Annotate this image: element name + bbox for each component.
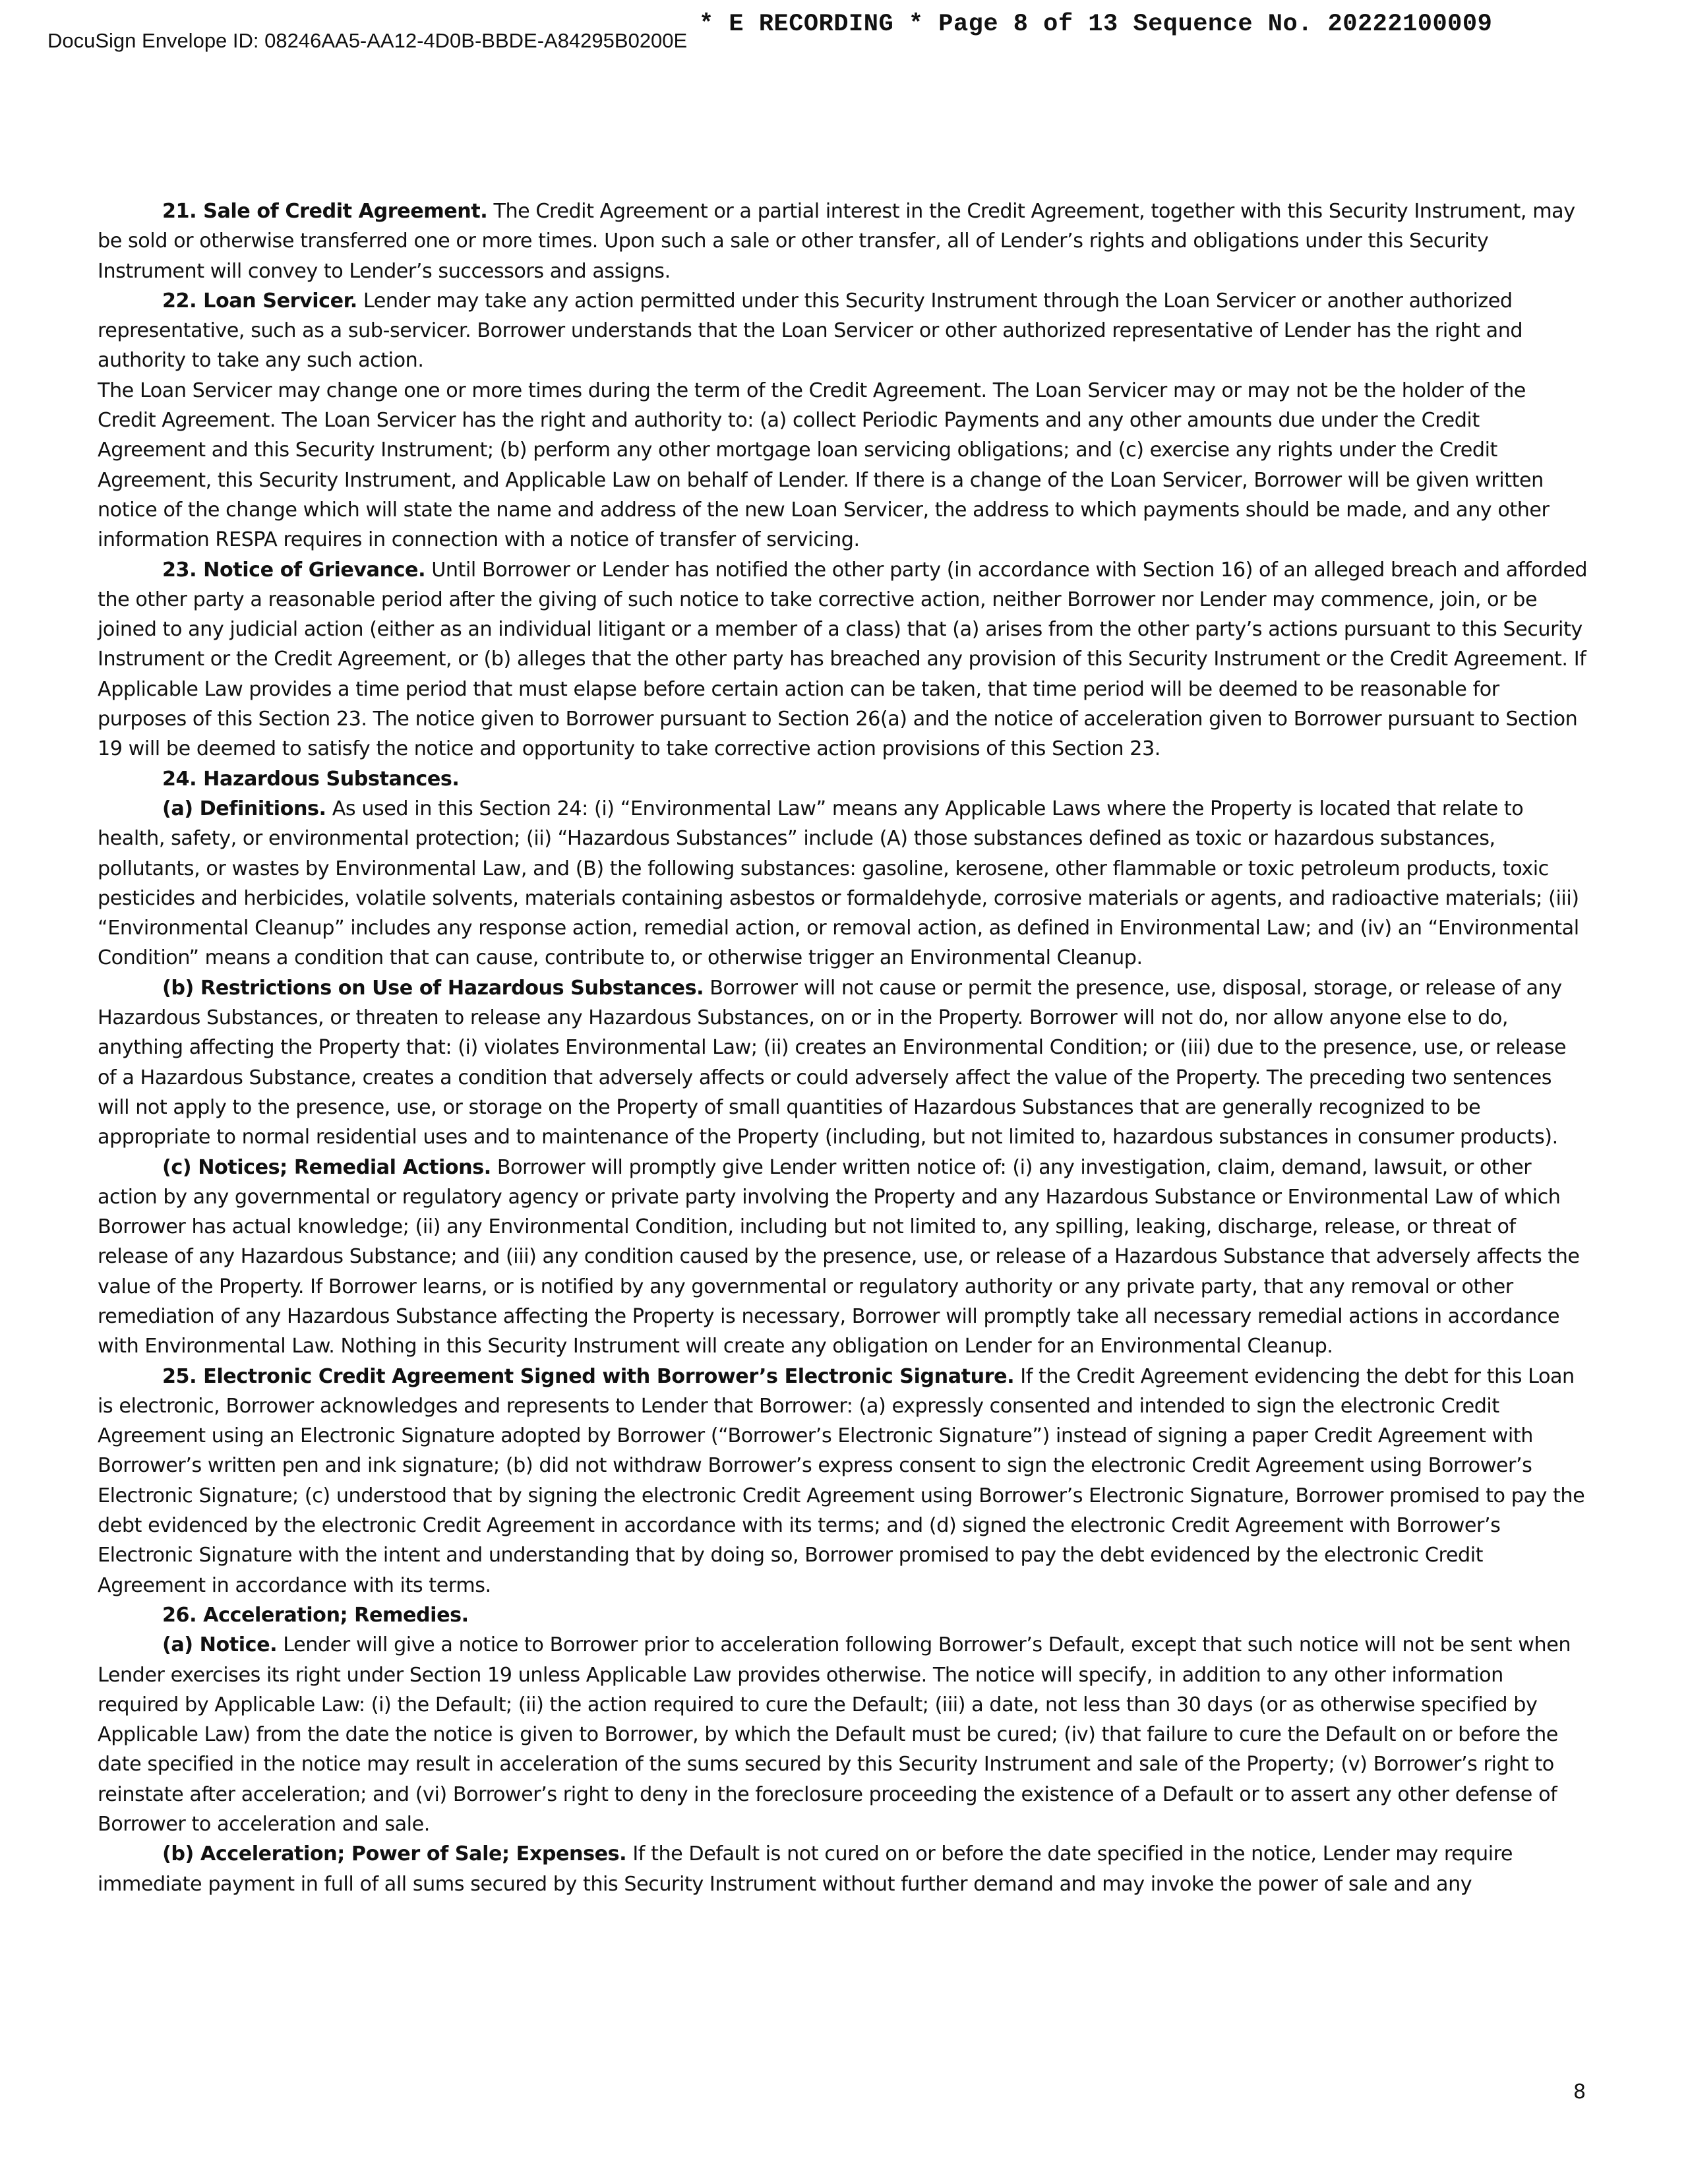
section-21 (98, 197, 1589, 286)
section-heading: (a) Definitions. (162, 797, 326, 820)
section-heading: 21. Sale of Credit Agreement. (162, 200, 488, 223)
section-24 (98, 764, 1589, 794)
section-text: The Loan Servicer may change one or more times during the term of the Credit Agreement. The Loan Servicer may or may not be the holder of the Credit Agreement. The Loan Servicer has the right and authority to: (a) collect Periodic Payments and any other amounts due under the Credit Agreement and this Security Instrument; (b) perform any other mortgage loan servicing obligations; and (c) exercise any rights under the Credit Agreement, this Security Instrument, and Applicable Law on behalf of Lender. If there is a change of the Loan Servicer, Borrower will be given written notice of the change which will state the name and address of the new Loan Servicer, the address to which payments should be made, and any other information RESPA requires in connection with a notice of transfer of servicing. (98, 379, 1550, 552)
section-heading: 22. Loan Servicer. (162, 289, 357, 313)
section-heading: (b) Restrictions on Use of Hazardous Substances. (162, 976, 704, 1000)
section-heading: (c) Notices; Remedial Actions. (162, 1155, 491, 1179)
section-heading: (a) Notice. (162, 1633, 278, 1657)
section-heading: 25. Electronic Credit Agreement Signed with Borrower’s Electronic Signature. (162, 1364, 1015, 1388)
section-24a (98, 794, 1589, 973)
section-24c (98, 1153, 1589, 1362)
section-heading: 23. Notice of Grievance. (162, 558, 426, 582)
section-text: The Credit Agreement or a partial interest in the Credit Agreement, together with this Security Instrument, may be sold or otherwise transferred one or more times. Upon such a sale or other transfer, all of Lender’s rights and obligations under this Security Instrument will convey to Lender’s successors and assigns. (98, 200, 1575, 283)
envelope-id: DocuSign Envelope ID: 08246AA5-AA12-4D0B-BBDE-A84295B0200E (47, 29, 688, 52)
section-24b (98, 973, 1589, 1153)
section-text: If the Credit Agreement evidencing the debt for this Loan is electronic, Borrower acknowledges and represents to Lender that Borrower: (a) expressly consented and intended to sign the electronic Credit Agreement using an Electronic Signature adopted by Borrower (“Borrower’s Electronic Signature”) instead of signing a paper Credit Agreement with Borrower’s written pen and ink signature; (b) did not withdraw Borrower’s express consent to sign the electronic Credit Agreement using Borrower’s Electronic Signature; (c) understood that by signing the electronic Credit Agreement using Borrower’s Electronic Signature, Borrower promised to pay the debt evidenced by the electronic Credit Agreement in accordance with its terms; and (d) signed the electronic Credit Agreement with Borrower’s Electronic Signature with the intent and understanding that by doing so, Borrower promised to pay the debt evidenced by the electronic Credit Agreement in accordance with its terms. (98, 1364, 1585, 1597)
section-26a (98, 1630, 1589, 1839)
section-text: If the Default is not cured on or before the date specified in the notice, Lender may require immediate payment in full of all sums secured by this Security Instrument without further demand and may invoke the power of sale and any (98, 1842, 1513, 1896)
section-heading: (b) Acceleration; Power of Sale; Expenses. (162, 1842, 627, 1866)
document-body (98, 197, 1589, 1899)
page-number: 8 (1573, 2080, 1586, 2104)
section-23 (98, 555, 1589, 764)
section-26b (98, 1839, 1589, 1899)
section-26 (98, 1600, 1589, 1630)
section-heading: 24. Hazardous Substances. (162, 767, 460, 791)
section-22 (98, 286, 1589, 376)
section-text: Lender may take any action permitted under this Security Instrument through the Loan Servicer or another authorized representative, such as a sub-servicer. Borrower understands that the Loan Servicer or other authorized representative of Lender has the right and authority to take any such action. (98, 289, 1523, 373)
section-text: Borrower will promptly give Lender written notice of: (i) any investigation, claim, demand, lawsuit, or other action by any governmental or regulatory agency or private party involving the Property and any Hazardous Substance or Environmental Law of which Borrower has actual knowledge; (ii) any Environmental Condition, including but not limited to, any spilling, leaking, discharge, release, or threat of release of any Hazardous Substance; and (iii) any condition caused by the presence, use, or release of a Hazardous Substance that adversely affects the value of the Property. If Borrower learns, or is notified by any governmental or regulatory authority or any private party, that any removal or other remediation of any Hazardous Substance affecting the Property is necessary, Borrower will promptly take all necessary remedial actions in accordance with Environmental Law. Nothing in this Security Instrument will create any obligation on Lender for an Environmental Cleanup. (98, 1155, 1580, 1358)
section-25 (98, 1362, 1589, 1600)
recording-stamp: * E RECORDING * Page 8 of 13 Sequence No. 20222100009 (699, 11, 1493, 38)
section-text: Borrower will not cause or permit the presence, use, disposal, storage, or release of any Hazardous Substances, or threaten to release any Hazardous Substances, on or in the Property. Borrower will not do, nor allow anyone else to do, anything affecting the Property that: (i) violates Environmental Law; (ii) creates an Environmental Condition; or (iii) due to the presence, use, or release of a Hazardous Substance, creates a condition that adversely affects or could adversely affect the value of the Property. The preceding two sentences will not apply to the presence, use, or storage on the Property of small quantities of Hazardous Substances that are generally recognized to be appropriate to normal residential uses and to maintenance of the Property (including, but not limited to, hazardous substances in consumer products). (98, 976, 1567, 1149)
section-text: As used in this Section 24: (i) “Environmental Law” means any Applicable Laws where the Property is located that relate to health, safety, or environmental protection; (ii) “Hazardous Substances” include (A) those substances defined as toxic or hazardous substances, pollutants, or wastes by Environmental Law, and (B) the following substances: gasoline, kerosene, other flammable or toxic petroleum products, toxic pesticides and herbicides, volatile solvents, materials containing asbestos or formaldehyde, corrosive materials or agents, and radioactive materials; (iii) “Environmental Cleanup” includes any response action, remedial action, or removal action, as defined in Environmental Law; and (iv) an “Environmental Condition” means a condition that can cause, contribute to, or otherwise trigger an Environmental Cleanup. (98, 797, 1579, 970)
section-22-continued (98, 376, 1589, 555)
section-heading: 26. Acceleration; Remedies. (162, 1603, 469, 1627)
section-text: Until Borrower or Lender has notified the other party (in accordance with Section 16) of an alleged breach and afforded the other party a reasonable period after the giving of such notice to take corrective action, neither Borrower nor Lender may commence, join, or be joined to any judicial action (either as an individual litigant or a member of a class) that (a) arises from the other party’s actions pursuant to this Security Instrument or the Credit Agreement, or (b) alleges that the other party has breached any provision of this Security Instrument or the Credit Agreement. If Applicable Law provides a time period that must elapse before certain action can be taken, that time period will be deemed to be reasonable for purposes of this Section 23. The notice given to Borrower pursuant to Section 26(a) and the notice of acceleration given to Borrower pursuant to Section 19 will be deemed to satisfy the notice and opportunity to take corrective action provisions of this Section 23. (98, 558, 1588, 761)
section-text: Lender will give a notice to Borrower prior to acceleration following Borrower’s Default, except that such notice will not be sent when Lender exercises its right under Section 19 unless Applicable Law provides otherwise. The notice will specify, in addition to any other information required by Applicable Law: (i) the Default; (ii) the action required to cure the Default; (iii) a date, not less than 30 days (or as otherwise specified by Applicable Law) from the date the notice is given to Borrower, by which the Default must be cured; (iv) that failure to cure the Default on or before the date specified in the notice may result in acceleration of the sums secured by this Security Instrument and sale of the Property; (v) Borrower’s right to reinstate after acceleration; and (vi) Borrower’s right to deny in the foreclosure proceeding the existence of a Default or to assert any other defense of Borrower to acceleration and sale. (98, 1633, 1571, 1836)
